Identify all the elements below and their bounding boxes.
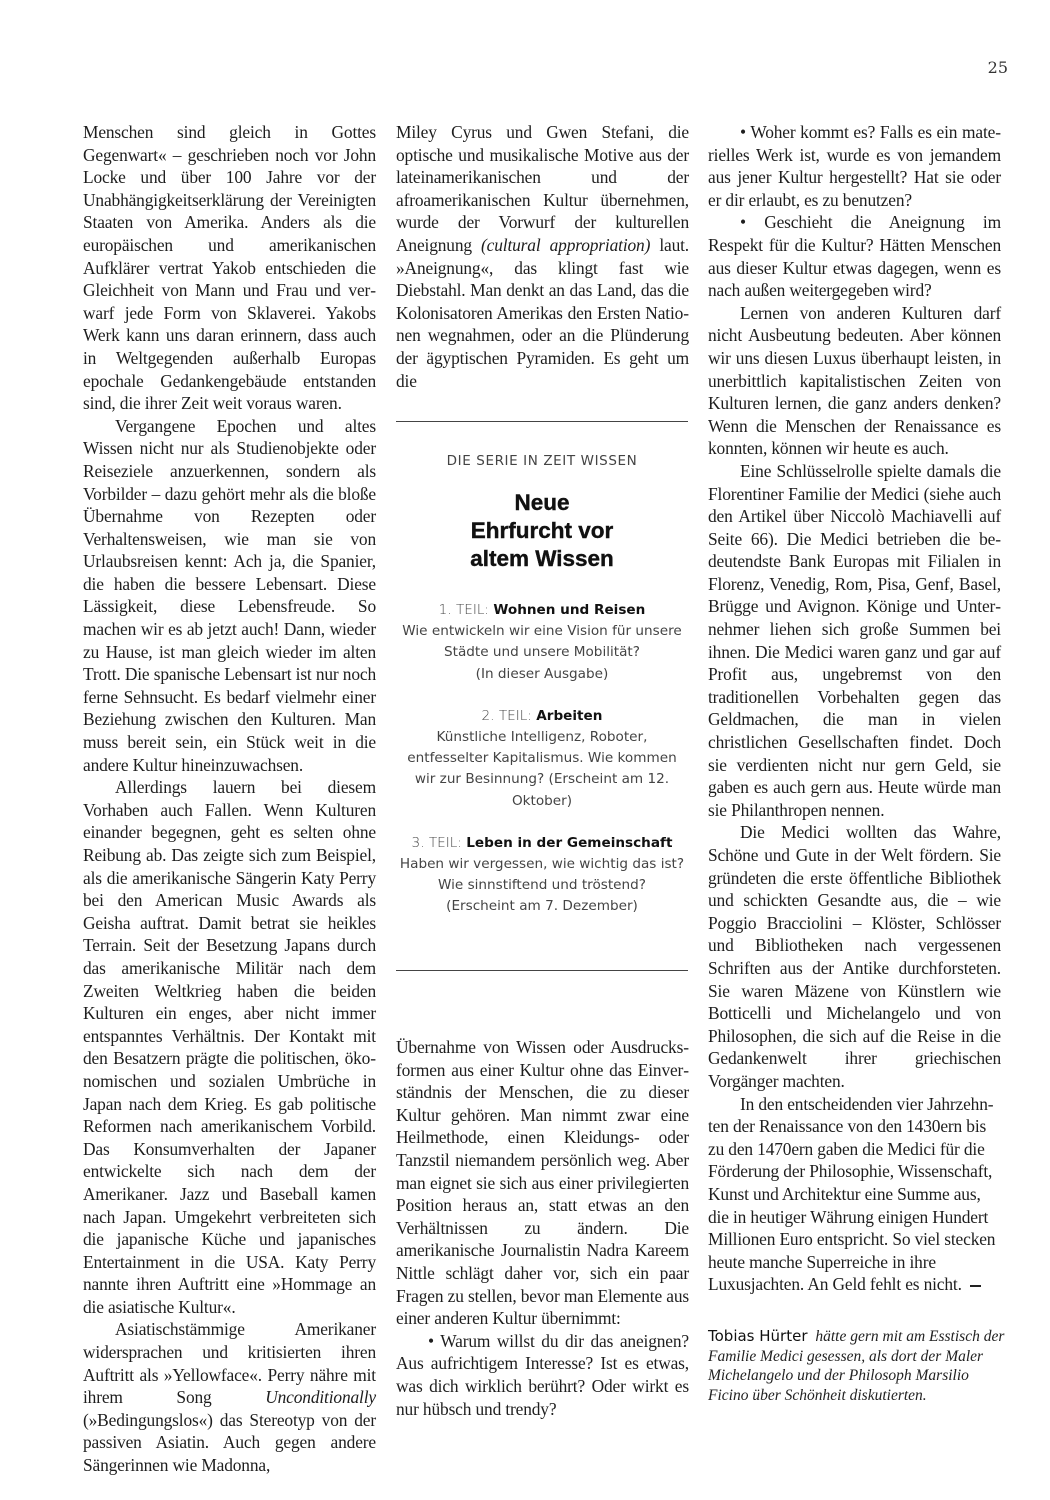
- series-title-line: Neue: [514, 490, 570, 515]
- paragraph: Eine Schlüsselrolle spielte damals die Florentiner Familie der Medici (siehe auch den Artikel über Niccolò Machiavelli auf Seite 66). Die Medici betrieben die bedeutendste Bank Europas mit Filialen in Florenz, Venedig, Rom, Pisa, Genf, Basel, Brügge und Avignon. Könige und Unternehmer liehen sich große Summen bei ihnen. Die Medici waren ganz und gar auf Profit aus, ungebremst von den traditionellen Vorbehalten gegen das Geldmachen, die man in vielen christlichen Gesellschaften findet. Doch sie verdienten nicht nur gern Geld, sie gaben es auch gern aus. Heute würde man sie Philanthropen nennen.: [708, 460, 1001, 820]
- series-title: [396, 489, 688, 573]
- part-name: Wohnen und Reisen: [493, 602, 646, 618]
- divider-line: [396, 970, 688, 971]
- article-column-3: [708, 121, 1001, 1296]
- series-title-line: altem Wissen: [470, 546, 614, 571]
- paragraph: Menschen sind gleich in Gottes Gegenwart« – geschrieben noch vor John Locke und über 100 Jahre vor der Unabhängigkeitserklärung der Vereinigten Staaten von Amerika. Anders als die europäischen und amerikanischen Aufklärer vertrat Yakob entschieden die Gleichheit von Mann und Frau und verwarf jede Form von Sklaverei. Yakobs Werk kann uns daran erinnern, dass auch in Weltgegenden außerhalb Europas epochale Gedankengebäude entstanden sind, die ihrer Zeit weit voraus waren.: [83, 122, 376, 414]
- part-tag: 1. TEIL:: [438, 602, 490, 618]
- bullet-paragraph: • Geschieht die Aneignung im Respekt für die Kultur? Hätten Menschen aus dieser Kultur etwas dagegen, wenn es nach außen weitergegeben wird?: [708, 212, 1001, 301]
- article-column-2-bottom: [396, 1036, 689, 1420]
- part-name: Leben in der Gemeinschaft: [466, 834, 673, 851]
- series-info-box: [396, 440, 688, 918]
- part-name: Arbeiten: [536, 707, 603, 724]
- song-title: Unconditionally: [265, 1387, 376, 1408]
- end-of-article-mark-icon: [970, 1285, 981, 1287]
- series-part-3: [396, 833, 688, 918]
- series-part-1: [396, 600, 688, 685]
- part-note: (Erscheint am 7. Dezember): [446, 898, 638, 915]
- author-name: Tobias Hürter: [708, 1327, 808, 1345]
- paragraph: Lernen von anderen Kulturen darf nicht Ausbeutung bedeuten. Aber können wir uns diesen Luxus überhaupt leisten, in unerbittlich kapitalistischen Zeiten von Kulturen lernen, die ganz anders denken? Wenn die Menschen der Renaissance es konnten, können wir heute es auch.: [708, 302, 1001, 459]
- author-bio: hätte gern mit am Esstisch der Familie Medici gesessen, als dort der Maler Michelangelo und der Philosoph Marsilio Ficino über Schönheit diskutierten.: [708, 1328, 1005, 1404]
- part-description: Haben wir vergessen, wie wichtig das ist? Wie sinnstiftend und tröstend?: [399, 856, 685, 894]
- page-number: 25: [987, 58, 1008, 77]
- series-kicker: DIE SERIE IN ZEIT WISSEN: [446, 453, 638, 469]
- article-column-2-top: [396, 121, 689, 392]
- part-tag: 2. TEIL:: [481, 707, 532, 724]
- paragraph: [708, 1093, 1001, 1296]
- paragraph: [396, 121, 689, 392]
- author-note: [708, 1327, 1008, 1405]
- part-note: (Erscheint am 12. Oktober): [511, 771, 670, 809]
- paragraph-text: laut. »Aneignung«, das klingt fast wie Diebstahl. Man denkt an das Land, das die Kolonisatoren Amerikas den Ersten Nationen wegnahmen, oder an die Plünderung der ägyptischen Pyramiden. Es geht um die: [396, 234, 689, 391]
- part-description: Wie entwickeln wir eine Vision für unsere Städte und unsere Mobilität?: [402, 623, 682, 661]
- paragraph: Allerdings lauern bei diesem Vorhaben auch Fallen. Wenn Kulturen einander begegnen, geht es selten ohne Reibung ab. Das zeigte sich zum Beispiel, als die amerikanische Sängerin Katy Perry bei den American Music Awards als Geisha auftrat. Damit betrat sie heikles Terrain. Seit der Besetzung Japans durch das amerikanische Militär nach dem Zweiten Weltkrieg haben die beiden Kulturen ein enges, aber nicht immer entspanntes Verhältnis. Der Kontakt mit den Besatzern prägte die politischen, ökonomischen und sozialen Umbrüche in Japan nach dem Krieg. Es gab politische Reformen nach amerikanischem Vorbild. Das Konsumverhalten der Japaner entwickelte sich nach dem der Amerikaner. Jazz und Baseball kamen nach Japan. Umgekehrt verbreiteten sich die japanische Küche und japanisches Entertainment in die USA. Katy Perry nannte ihren Auftritt eine »Hommage an die asiatische Kultur«.: [83, 777, 376, 1317]
- paragraph: Vergangene Epochen und altes Wissen nicht nur als Studienobjekte oder Reiseziele anzuerkennen, sondern als Vorbilder – dazu gehört mehr als die bloße Übernahme von Rezepten oder Verhaltensweisen, wie man sie von Urlaubsreisen kennt: Ach ja, die Spanier, die haben die bessere Lebensart. Diese Lässigkeit, diese Lebensfreude. So machen wir es ab jetzt auch! Dann, wieder zu Hause, ist man gleich wieder im alten Trott. Die spanische Lebensart ist nur noch ferne Sehnsucht. Es bedarf vielmehr einer Beziehung zwischen den Kulturen. Man muss bereit sein, ein Stück weit in die andere Kultur hineinzuwachsen.: [83, 415, 376, 775]
- part-tag: 3. TEIL:: [411, 834, 462, 851]
- article-column-1: [83, 121, 376, 1477]
- paragraph-text: In den entscheidenden vier Jahrzehnten der Renaissance von den 1430ern bis zu den 1470ern gaben die Medici für die Förderung der Philosophie, Wissenschaft, Kunst und Architektur eine Summe aus, die in heutiger Währung einigen Hundert Millionen Euro entspricht. So viel stecken heute manche Superreiche in ihre Luxusjachten. An Geld fehlt es nicht.: [708, 1093, 996, 1295]
- bullet-paragraph: • Warum willst du dir das aneignen? Aus aufrichtigem Interesse? Ist es etwas, was dich wirklich berührt? Oder wirkt es nur hübsch und trendy?: [396, 1330, 689, 1419]
- series-title-line: Ehrfurcht vor: [470, 518, 614, 543]
- paragraph: Übernahme von Wissen oder Ausdrucksformen aus einer Kultur ohne das Einverständnis der Menschen, die zu dieser Kultur gehören. Man nimmt zwar eine Heilmethode, einen Kleidungs- oder Tanzstil niemandem persönlich weg. Aber man eignet sie sich aus einer privilegierten Position heraus an, statt etwas an den Verhältnissen zu ändern. Die amerikanische Journalistin Nadra Kareem Nittle schlägt daher vor, sich ein paar Fragen zu stellen, bevor man Elemente aus einer anderen Kultur übernimmt:: [396, 1037, 689, 1329]
- paragraph: Die Medici wollten das Wahre, Schöne und Gute in der Welt fördern. Sie gründeten die erste öffentliche Bibliothek und schickten Gesandte aus, die – wie Poggio Bracciolini – Klöster, Schlösser und Bibliotheken nach vergessenen Schriften aus der Antike durchforsteten. Sie waren Mäzene von Künstlern wie Botticelli und Michelangelo und von Philosophen, die sich auf die Reise in die Gedankenwelt ihrer griechischen Vorgänger machten.: [708, 822, 1001, 1091]
- series-part-2: [396, 706, 688, 812]
- paragraph: [83, 1318, 376, 1476]
- bullet-paragraph: • Woher kommt es? Falls es ein materielles Werk ist, wurde es von jemandem aus jener Kultur hergestellt? Hat sie oder er dir erlaubt, es zu benutzen?: [708, 122, 1001, 210]
- part-description: Künstliche Intelligenz, Roboter, entfesselter Kapitalismus. Wie kommen wir zur Besinnung?: [407, 729, 677, 788]
- paragraph-text: Asiatischstämmige Amerikaner widersprachen und kritisierten ihren Auftritt als »Yellowface«. Perry nähre mit ihrem Song: [83, 1319, 376, 1408]
- divider-line: [396, 421, 688, 422]
- paragraph-text: Miley Cyrus und Gwen Stefani, die optische und musikalische Motive aus der lateinamerikanischen und der afroamerikanischen Kultur übernehmen, wurde der Vorwurf der kulturellen Aneignung: [396, 122, 689, 255]
- italic-term: (cultural appropriation): [481, 234, 651, 255]
- part-note: (In dieser Ausgabe): [475, 665, 609, 682]
- paragraph-text: (»Bedingungslos«) das Stereotyp von der passiven Asiatin. Auch gegen andere Sängerinnen wie Madonna,: [83, 1409, 376, 1476]
